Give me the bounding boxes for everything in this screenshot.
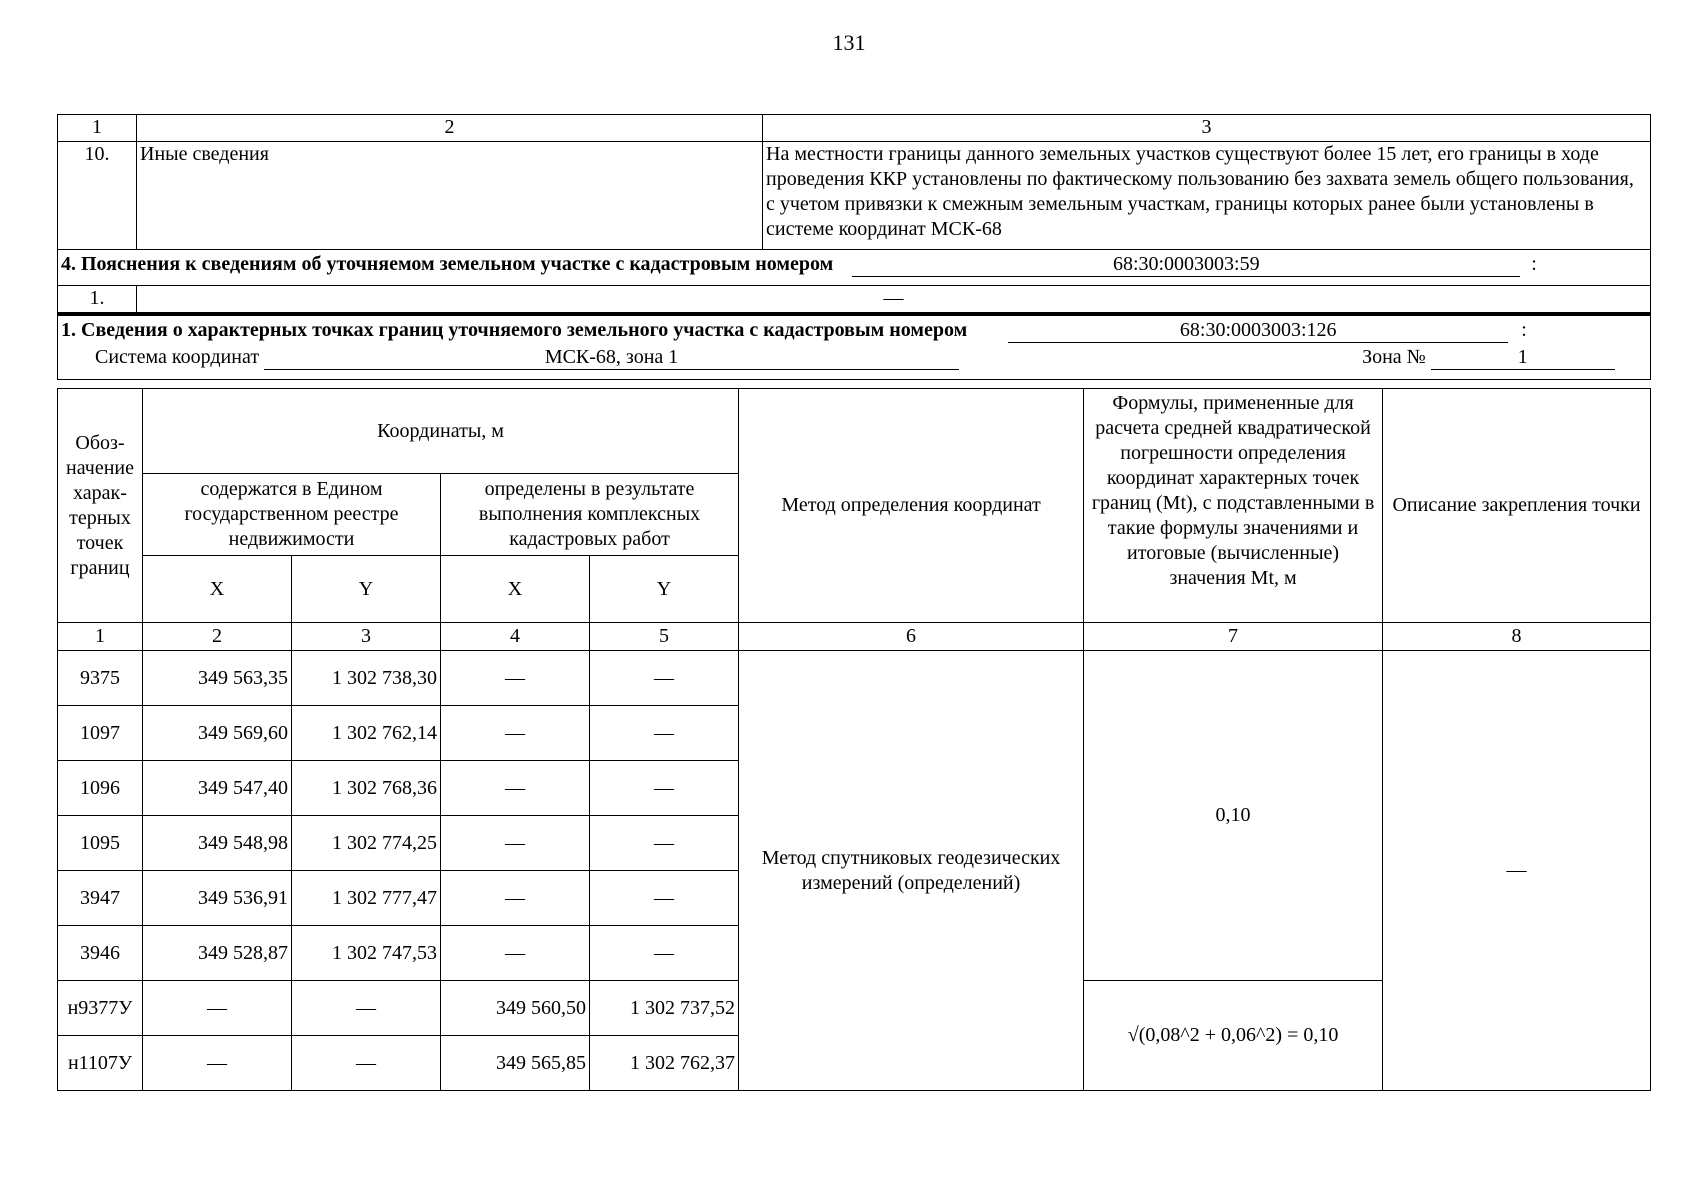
row-value: На местности границы данного земельных участков существуют более 15 лет, его границы в ходе проведения ККР установлены по фактическому пользованию без захвата земель общего пользования, с учетом привязки к смежным земельным участкам, границы которых ранее были установлены в системе координат МСК-68 <box>763 142 1651 250</box>
point-name: 1096 <box>58 761 143 816</box>
point-x-kkr: 349 560,50 <box>441 981 590 1036</box>
mt-value: 0,10 <box>1084 651 1383 981</box>
point-name: 3946 <box>58 926 143 981</box>
points-header-row-1 <box>58 389 1651 474</box>
coord-system-label: Система координат <box>95 345 260 368</box>
point-x-kkr: — <box>441 926 590 981</box>
section4-title-row <box>58 250 1651 286</box>
point-y-kkr: — <box>590 651 739 706</box>
col-number: 4 <box>441 623 590 651</box>
row-number: 10. <box>58 142 137 250</box>
section4-row-number: 1. <box>58 286 137 314</box>
description-value: — <box>1383 651 1651 1091</box>
col-number: 2 <box>143 623 292 651</box>
col-number: 3 <box>292 623 441 651</box>
y-header-egrn: Y <box>292 556 441 623</box>
col-number: 8 <box>1383 623 1651 651</box>
page-number: 131 <box>832 30 866 55</box>
point-y-egrn: 1 302 774,25 <box>292 816 441 871</box>
col-number: 1 <box>58 623 143 651</box>
point-name: н1107У <box>58 1036 143 1091</box>
row-other-info <box>58 142 1651 250</box>
point-y-kkr: — <box>590 816 739 871</box>
section4-cadastral: 68:30:0003003:59 <box>852 252 1520 277</box>
point-name: 9375 <box>58 651 143 706</box>
method-header: Метод определения координат <box>739 389 1084 623</box>
point-y-egrn: — <box>292 1036 441 1091</box>
points-table <box>57 388 1651 1091</box>
section4-title: 4. Пояснения к сведениям об уточняемом земельном участке с кадастровым номером <box>61 253 834 275</box>
section4-row <box>58 286 1651 314</box>
column-numbers-row <box>58 623 1651 651</box>
designation-header: Обоз- начение харак- терных точек границ <box>58 389 143 623</box>
point-x-egrn: 349 563,35 <box>143 651 292 706</box>
point-x-kkr: — <box>441 651 590 706</box>
section1-title-row <box>58 314 1651 380</box>
point-y-kkr: — <box>590 871 739 926</box>
col-header-1: 1 <box>58 115 137 142</box>
method-value: Метод спутниковых геодезических измерений (определений) <box>739 651 1084 1091</box>
x-header-kkr: X <box>441 556 590 623</box>
section4-colon: : <box>1531 253 1537 275</box>
row-label: Иные сведения <box>137 142 763 250</box>
point-x-kkr: — <box>441 816 590 871</box>
point-name: 1095 <box>58 816 143 871</box>
x-header-egrn: X <box>143 556 292 623</box>
point-name: 1097 <box>58 706 143 761</box>
section4-row-value: — <box>137 286 1651 314</box>
point-x-egrn: 349 547,40 <box>143 761 292 816</box>
point-x-egrn: 349 569,60 <box>143 706 292 761</box>
point-y-egrn: 1 302 762,14 <box>292 706 441 761</box>
point-y-kkr: 1 302 762,37 <box>590 1036 739 1091</box>
info-table <box>57 114 1651 380</box>
point-name: 3947 <box>58 871 143 926</box>
point-y-kkr: — <box>590 706 739 761</box>
point-y-egrn: 1 302 777,47 <box>292 871 441 926</box>
point-x-kkr: — <box>441 871 590 926</box>
col-number: 6 <box>739 623 1084 651</box>
point-y-egrn: 1 302 768,36 <box>292 761 441 816</box>
point-y-kkr: 1 302 737,52 <box>590 981 739 1036</box>
point-x-egrn: 349 536,91 <box>143 871 292 926</box>
mt-formula: √(0,08^2 + 0,06^2) = 0,10 <box>1084 981 1383 1091</box>
point-y-egrn: 1 302 738,30 <box>292 651 441 706</box>
point-y-kkr: — <box>590 761 739 816</box>
zone-value: 1 <box>1431 345 1615 370</box>
point-y-egrn: — <box>292 981 441 1036</box>
col-number: 7 <box>1084 623 1383 651</box>
point-x-egrn: — <box>143 981 292 1036</box>
coord-system-value: МСК-68, зона 1 <box>264 345 959 370</box>
section1-title-cell <box>58 314 1651 380</box>
section1-colon: : <box>1521 318 1527 341</box>
point-y-egrn: 1 302 747,53 <box>292 926 441 981</box>
col-number: 5 <box>590 623 739 651</box>
point-x-kkr: — <box>441 706 590 761</box>
table-row <box>58 651 1651 706</box>
point-x-egrn: 349 548,98 <box>143 816 292 871</box>
point-y-kkr: — <box>590 926 739 981</box>
point-name: н9377У <box>58 981 143 1036</box>
y-header-kkr: Y <box>590 556 739 623</box>
point-x-kkr: — <box>441 761 590 816</box>
section1-title: 1. Сведения о характерных точках границ уточняемого земельного участка с кадастровым номером <box>61 318 968 341</box>
coordinates-header: Координаты, м <box>143 389 739 474</box>
col-header-3: 3 <box>763 115 1651 142</box>
zone-label: Зона № <box>1362 345 1426 368</box>
description-header: Описание закрепления точки <box>1383 389 1651 623</box>
point-x-egrn: — <box>143 1036 292 1091</box>
point-x-egrn: 349 528,87 <box>143 926 292 981</box>
point-x-kkr: 349 565,85 <box>441 1036 590 1091</box>
header-row <box>58 115 1651 142</box>
col-header-2: 2 <box>137 115 763 142</box>
formulas-header: Формулы, примененные для расчета средней квадратической погрешности определения координат характерных точек границ (Mt), с подставленными в такие формулы значениями и итоговые (вычисленные) значения Mt, м <box>1084 389 1383 623</box>
section1-cadastral: 68:30:0003003:126 <box>1008 318 1508 343</box>
kkr-header: определены в результате выполнения комплексных кадастровых работ <box>441 474 739 556</box>
section4-title-cell <box>58 250 1651 286</box>
egrn-header: содержатся в Едином государственном реестре недвижимости <box>143 474 441 556</box>
